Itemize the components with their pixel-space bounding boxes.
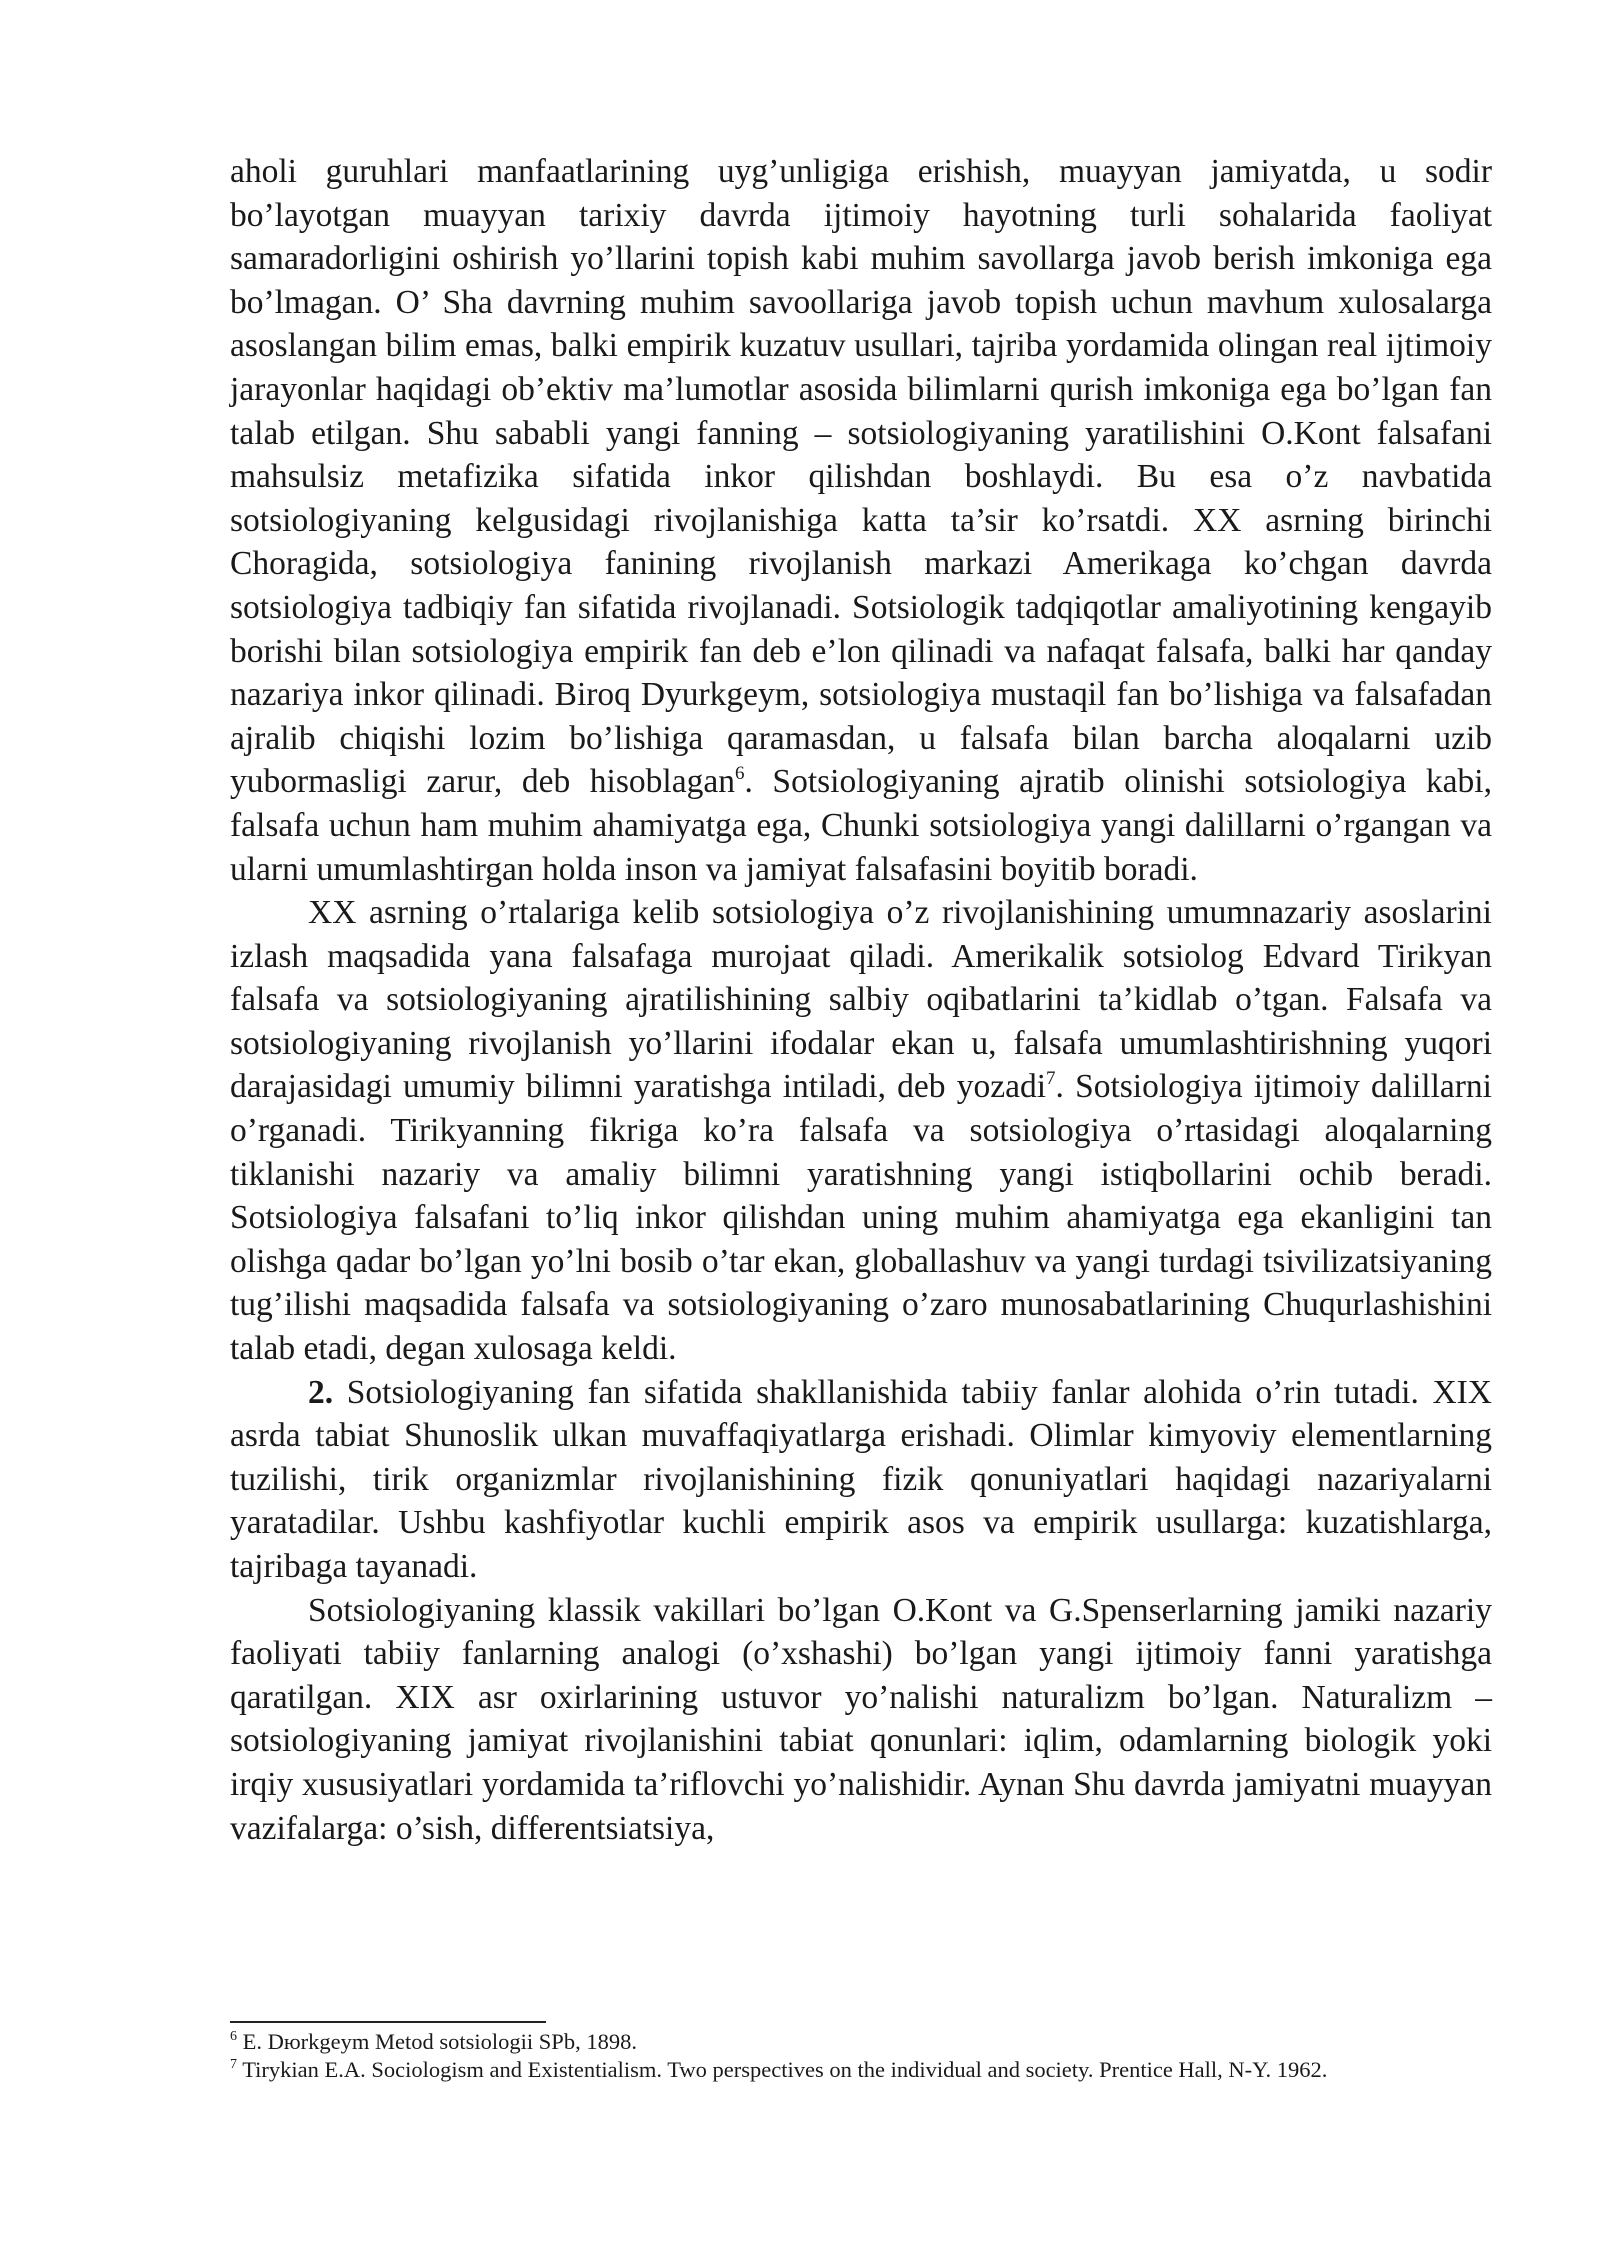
footnote-6-text: E. Dюrkgeym Metod sotsiologii SPb, 1898.: [237, 2029, 637, 2054]
paragraph-2-text-a: XX asrning o’rtalariga kelib sotsiologiya o’z rivojlanishining umumnazariy asoslarini izlash maqsadida yana falsafaga murojaat qiladi. Amerikalik sotsiolog Edvard Tirikyan falsafa va sotsiologiyaning ajratilishining salbiy oqibatlarini ta’kidlab o’tgan. Falsafa va sotsiologiyaning rivojlanish yo’llarini ifodalar ekan u, falsafa umumlashtirishning yuqori darajasidagi umumiy bilimni yaratishga intiladi, deb yozadi: [230, 894, 1492, 1106]
section-number: 2.: [308, 1373, 334, 1411]
paragraph-1-text-b: . Sotsiologiyaning ajratib olinishi sotsiologiya kabi, falsafa uchun ham muhim ahamiyatga ega, Chunki sotsiologiya yangi dalillarni o’rgangan va ularni umumlashtirgan holda inson va jamiyat falsafasini boyitib boradi.: [230, 763, 1492, 888]
footnote-6: [230, 2028, 1492, 2056]
paragraph-3: [230, 1371, 1492, 1589]
paragraph-4-text: Sotsiologiyaning klassik vakillari bo’lgan O.Kont va G.Spenserlarning jamiki nazariy faoliyati tabiiy fanlarning analogi (o’xshashi) bo’lgan yangi ijtimoiy fanni yaratishga qaratilgan. XIX asr oxirlarining ustuvor yo’nalishi naturalizm bo’lgan. Naturalizm – sotsiologiyaning jamiyat rivojlanishini tabiat qonunlari: iqlim, odamlarning biologik yoki irqiy xususiyatlari yordamida ta’riflovchi yo’nalishidir. Aynan Shu davrda jamiyatni muayyan vazifalarga: o’sish, differentsiatsiya,: [230, 1591, 1492, 1847]
footnote-6-number: 6: [230, 2029, 237, 2044]
page-body: [230, 150, 1492, 1850]
footnote-7-text: Tirykian E.A. Sociologism and Existentialism. Two perspectives on the individual and society. Prentice Hall, N-Y. 1962.: [237, 2057, 1328, 2082]
paragraph-1-text-a: aholi guruhlari manfaatlarining uyg’unligiga erishish, muayyan jamiyatda, u sodir bo’layotgan muayyan tarixiy davrda ijtimoiy hayotning turli sohalarida faoliyat samaradorligini oshirish yo’llarini topish kabi muhim savollarga javob berish imkoniga ega bo’lmagan. O’ Sha davrning muhim savoollariga javob topish uchun mavhum xulosalarga asoslangan bilim emas, balki empirik kuzatuv usullari, tajriba yordamida olingan real ijtimoiy jarayonlar haqidagi ob’ektiv ma’lumotlar asosida bilimlarni qurish imkoniga ega bo’lgan fan talab etilgan. Shu sababli yangi fanning – sotsiologiyaning yaratilishini O.Kont falsafani mahsulsiz metafizika sifatida inkor qilishdan boshlaydi. Bu esa o’z navbatida sotsiologiyaning kelgusidagi rivojlanishiga katta ta’sir ko’rsatdi. XX asrning birinchi Choragida, sotsiologiya fanining rivojlanish markazi Amerikaga ko’chgan davrda sotsiologiya tadbiqiy fan sifatida rivojlanadi. Sotsiologik tadqiqotlar amaliyotining kengayib borishi bilan sotsiologiya empirik fan deb e’lon qilinadi va nafaqat falsafa, balki har qanday nazariya inkor qilinadi. Biroq Dyurkgeym, sotsiologiya mustaqil fan bo’lishiga va falsafadan ajralib chiqishi lozim bo’lishiga qaramasdan, u falsafa bilan barcha aloqalarni uzib yubormasligi zarur, deb hisoblagan: [230, 153, 1492, 801]
paragraph-2: [230, 891, 1492, 1371]
paragraph-2-text-b: . Sotsiologiya ijtimoiy dalillarni o’rganadi. Tirikyanning fikriga ko’ra falsafa va sotsiologiya o’rtasidagi aloqalarning tiklanishi nazariy va amaliy bilimni yaratishning yangi istiqbollarini ochib beradi. Sotsiologiya falsafani to’liq inkor qilishdan uning muhim ahamiyatga ega ekanligini tan olishga qadar bo’lgan yo’lni bosib o’tar ekan, globallashuv va yangi turdagi tsivilizatsiyaning tug’ilishi maqsadida falsafa va sotsiologiyaning o’zaro munosabatlarining Chuqurlashishini talab etadi, degan xulosaga keldi.: [230, 1068, 1492, 1368]
footnote-ref-7[interactable]: 7: [1046, 1068, 1056, 1090]
paragraph-4: [230, 1589, 1492, 1851]
paragraph-1: [230, 150, 1492, 891]
footnote-ref-6[interactable]: 6: [734, 763, 745, 785]
footnote-7-number: 7: [230, 2057, 237, 2072]
paragraph-3-text: Sotsiologiyaning fan sifatida shakllanishida tabiiy fanlar alohida o’rin tutadi. XIX asrda tabiat Shunoslik ulkan muvaffaqiyatlarga erishadi. Olimlar kimyoviy elementlarning tuzilishi, tirik organizmlar rivojlanishining fizik qonuniyatlari haqidagi nazariyalarni yaratadilar. Ushbu kashfiyotlar kuchli empirik asos va empirik usullarga: kuzatishlarga, tajribaga tayanadi.: [230, 1373, 1492, 1585]
footnotes: [230, 2028, 1492, 2084]
footnote-7: [230, 2056, 1492, 2084]
footnote-separator: [230, 2021, 546, 2023]
